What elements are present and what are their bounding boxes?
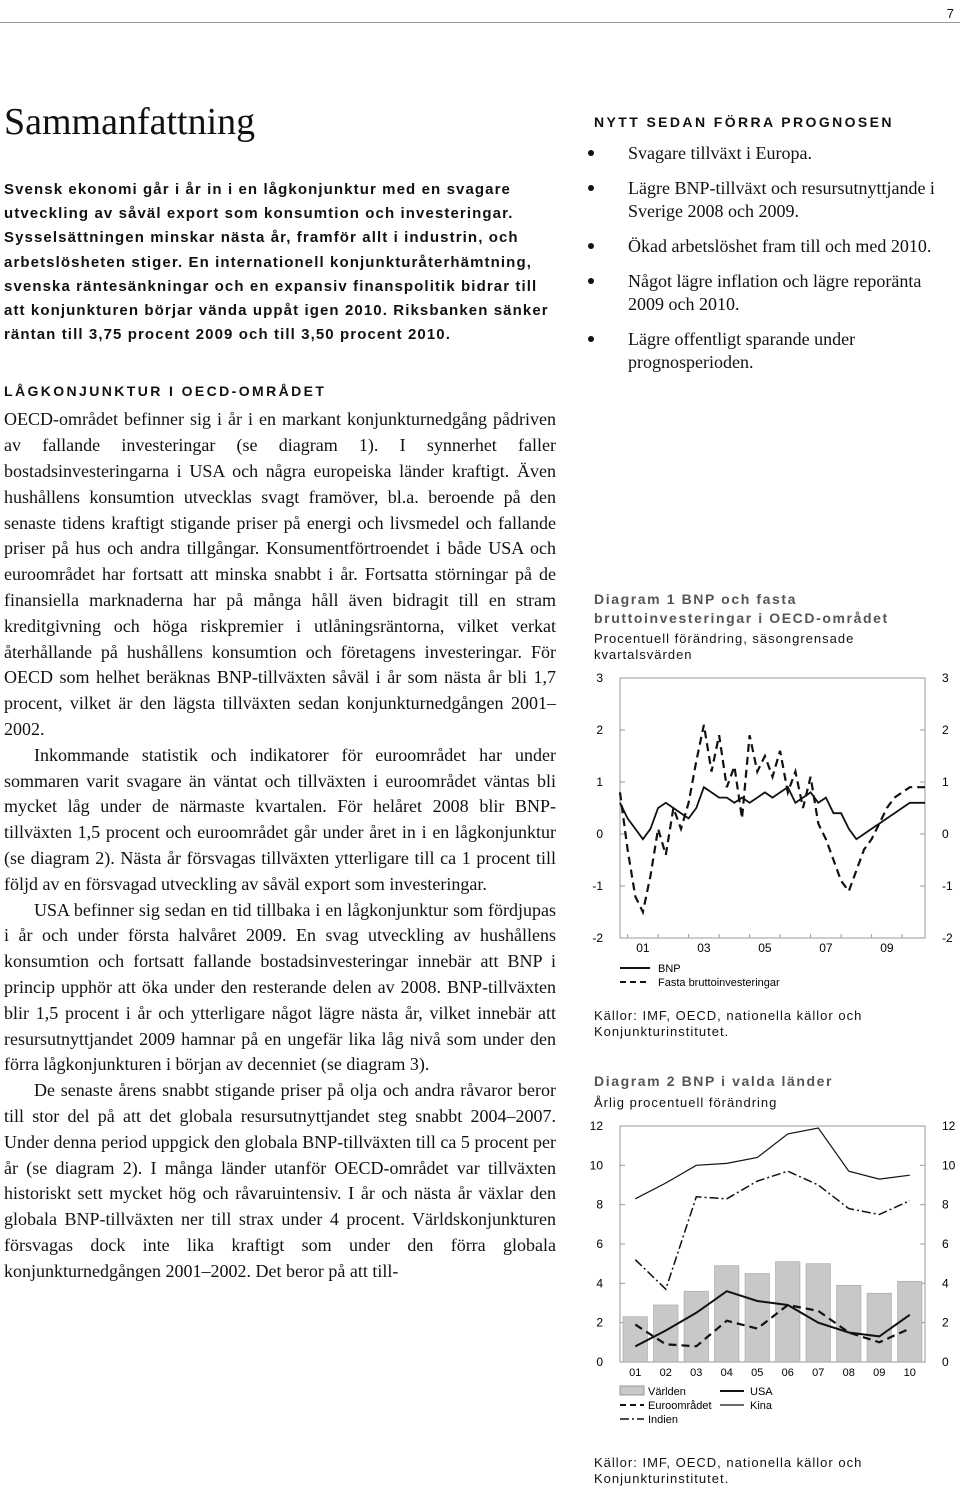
section-heading: LÅGKONJUNKTUR I OECD-OMRÅDET xyxy=(4,383,327,400)
paragraph-1: OECD-området befinner sig i år i en markant konjunkturnedgång pådriven av fallande investeringar (se diagram 1). I synnerhet faller bostadsinvesteringarna i USA och några europeiska länder kraftigt. Även hushållens konsumtion utvecklas svagt framöver, bl.a. beroende på den senaste tidens kraftigt stigande priser på energi och livsmedel och fallande priser på hus och andra tillgångar. Konsumentförtroendet i både USA och euroområdet har fortsatt att minska snabbt i år. Fortsatta störningar på de finansiella marknaderna har på många håll även bidragit till en stram kreditgivning och höga riskpremier i utlåningsräntorna, vilket verkat återhållande på hushållens konsumtion och företagens investeringar. För OECD som helhet beräknas BNP-tillväxten såväl i år som nästa år bli 1,7 procent, vilket är den lägsta tillväxten sedan konjunkturnedgången 2001–2002. xyxy=(4,409,556,739)
bar-varlden xyxy=(654,1305,679,1362)
y-tick-label-right: 6 xyxy=(942,1237,949,1251)
y-tick-label-right: 0 xyxy=(942,1355,949,1369)
nytt-heading: NYTT SEDAN FÖRRA PROGNOSEN xyxy=(594,114,894,130)
diagram1-source: Källor: IMF, OECD, nationella källor och Konjunkturinstitutet. xyxy=(594,1008,863,1039)
y-tick-label-right: 8 xyxy=(942,1197,949,1212)
legend-label: Fasta bruttoinvesteringar xyxy=(658,977,780,989)
y-tick-label-right: -1 xyxy=(942,879,953,893)
y-tick-label-left: 0 xyxy=(596,1355,603,1369)
y-tick-label-right: 1 xyxy=(942,775,949,789)
y-tick-label-left: -2 xyxy=(592,931,603,945)
diagram1-title: Diagram 1 BNP och fasta bruttoinvesteringar i OECD-området xyxy=(594,591,889,626)
y-tick-label-left: -1 xyxy=(592,879,603,893)
y-tick-label-left: 8 xyxy=(596,1197,603,1212)
bullet-item: Lägre BNP-tillväxt och resursutnyttjande i Sverige 2008 och 2009. xyxy=(580,177,955,223)
y-tick-label-left: 12 xyxy=(589,1119,603,1133)
y-tick-label-right: 12 xyxy=(942,1119,956,1133)
y-tick-label-right: 2 xyxy=(942,1315,949,1330)
x-tick-label: 10 xyxy=(903,1367,916,1379)
y-tick-label-left: 10 xyxy=(589,1158,603,1173)
x-tick-label: 04 xyxy=(720,1367,733,1379)
x-tick-label: 07 xyxy=(812,1367,825,1379)
bar-varlden xyxy=(745,1274,770,1363)
y-tick-label-right: -2 xyxy=(942,931,953,945)
bar-varlden xyxy=(837,1285,862,1362)
diagram2-source: Källor: IMF, OECD, nationella källor och Konjunkturinstitutet. xyxy=(594,1455,863,1486)
bullet-item: Svagare tillväxt i Europa. xyxy=(580,142,955,165)
y-tick-label-left: 1 xyxy=(596,775,603,789)
legend-label: BNP xyxy=(658,963,681,975)
series-line-investeringar xyxy=(620,725,925,912)
y-tick-label-left: 0 xyxy=(596,827,603,841)
main-column xyxy=(4,100,556,1285)
side-column xyxy=(580,110,955,386)
ingress: Svensk ekonomi går i år in i en lågkonjunktur med en svagare utveckling av såväl export som konsumtion och investeringar. Sysselsättningen minskar nästa år, framför allt i industrin, och arbetslösheten stiger. En internationell konjunkturåterhämtning, svenska räntesänkningar och en expansiv finanspolitik bidrar till att konjunkturen börjar vända uppåt igen 2010. Riksbanken sänker räntan till 3,75 procent 2009 och till 3,50 procent 2010. xyxy=(4,181,549,344)
bar-varlden xyxy=(623,1317,648,1362)
diagram1-chart xyxy=(580,664,960,1004)
series-line-kina xyxy=(635,1128,910,1199)
page-title: Sammanfattning xyxy=(4,101,256,143)
bar-varlden xyxy=(806,1264,831,1362)
x-tick-label: 05 xyxy=(751,1367,764,1379)
paragraph-2: Inkommande statistik och indikatorer för euroområdet har under sommaren varit svagare än väntat och tillväxten i euroområdet väntas bli mycket låg under de närmaste kvartalen. För helåret 2008 blir BNP-tillväxten 1,5 procent och euroområdet går under året in i en lågkonjunktur (se diagram 2). Nästa år försvagas tillväxten ytterligare till ca 1 procent till följd av en försvagad utveckling av såväl export som investeringar. xyxy=(4,744,556,894)
x-tick-label: 03 xyxy=(690,1367,703,1379)
legend-label: Kina xyxy=(750,1400,773,1412)
y-tick-label-right: 10 xyxy=(942,1158,956,1173)
plot-frame xyxy=(620,678,925,938)
body-text xyxy=(4,407,556,1284)
series-line-bnp xyxy=(620,787,925,839)
x-tick-label: 08 xyxy=(842,1367,855,1379)
paragraph-3: USA befinner sig sedan en tid tillbaka i en lågkonjunktur som fördjupas i år och under första halvåret 2009. En svag utveckling av hushållens konsumtion och fortsatt fallande bostadsinvesteringar innebär att BNP i princip upphör att öka under den resterande delen av 2008. BNP-tillväxten blir 1,5 procent i år och ytterligare något lägre nästa år, vilket innebär att resursutnyttjandet 2009 hamnar på en ungefär lika låg nivå som under den förra lågkonjunkturen i början av decenniet (se diagram 3). xyxy=(4,899,556,1075)
diagram2-subtitle: Årlig procentuell förändring xyxy=(594,1095,778,1110)
y-tick-label-right: 3 xyxy=(942,671,949,685)
legend-label: Indien xyxy=(648,1414,678,1426)
diagram2-title: Diagram 2 BNP i valda länder xyxy=(594,1073,834,1089)
y-tick-label-left: 3 xyxy=(596,671,603,685)
x-tick-label: 01 xyxy=(636,941,650,955)
bar-varlden xyxy=(684,1291,709,1362)
bar-varlden xyxy=(867,1293,892,1362)
legend-label: USA xyxy=(750,1386,773,1398)
series-line-indien xyxy=(635,1171,910,1289)
x-tick-label: 09 xyxy=(880,941,894,955)
legend-swatch-varlden xyxy=(620,1386,644,1395)
paragraph-4: De senaste årens snabbt stigande priser på olja och andra råvaror beror till stor del på att det globala resursutnyttjandet steg snabbt 2004–2007. Under denna period uppgick den globala BNP-tillväxten till ca 5 procent per år (se diagram 2). I många länder utanför OECD-området var tillväxten historiskt sett mycket hög och råvaruintensiv. I år och nästa år växlar den globala BNP-tillväxten ner till strax under 4 procent. Världskonjunkturen försvagas dock inte lika kraftigt som under den förra globala konjunkturnedgången 2001–2002. Det beror på att till- xyxy=(4,1080,556,1281)
x-tick-label: 02 xyxy=(659,1367,672,1379)
y-tick-label-left: 2 xyxy=(596,1315,603,1330)
x-tick-label: 05 xyxy=(758,941,772,955)
bullet-item: Lägre offentligt sparande under prognosperioden. xyxy=(580,328,955,374)
diagram2-chart xyxy=(580,1112,960,1442)
y-tick-label-left: 6 xyxy=(596,1237,603,1251)
y-tick-label-right: 4 xyxy=(942,1276,949,1291)
bullet-item: Något lägre inflation och lägre reporänta 2009 och 2010. xyxy=(580,270,955,316)
bullet-item: Ökad arbetslöshet fram till och med 2010. xyxy=(580,235,955,258)
x-tick-label: 09 xyxy=(873,1367,886,1379)
page-number: 7 xyxy=(946,6,954,21)
legend-label: Världen xyxy=(648,1386,686,1398)
header-rule xyxy=(0,22,960,23)
y-tick-label-right: 0 xyxy=(942,827,949,841)
y-tick-label-left: 2 xyxy=(596,723,603,737)
y-tick-label-right: 2 xyxy=(942,723,949,737)
x-tick-label: 06 xyxy=(781,1367,794,1379)
bar-varlden xyxy=(776,1262,801,1362)
y-tick-label-left: 4 xyxy=(596,1276,603,1291)
news-bullet-list xyxy=(580,142,955,374)
x-tick-label: 03 xyxy=(697,941,711,955)
x-tick-label: 01 xyxy=(629,1367,642,1379)
x-tick-label: 07 xyxy=(819,941,833,955)
bar-varlden xyxy=(715,1266,740,1362)
legend-label: Euroområdet xyxy=(648,1400,712,1412)
diagram1-subtitle: Procentuell förändring, säsongrensade kvartalsvärden xyxy=(594,631,855,662)
